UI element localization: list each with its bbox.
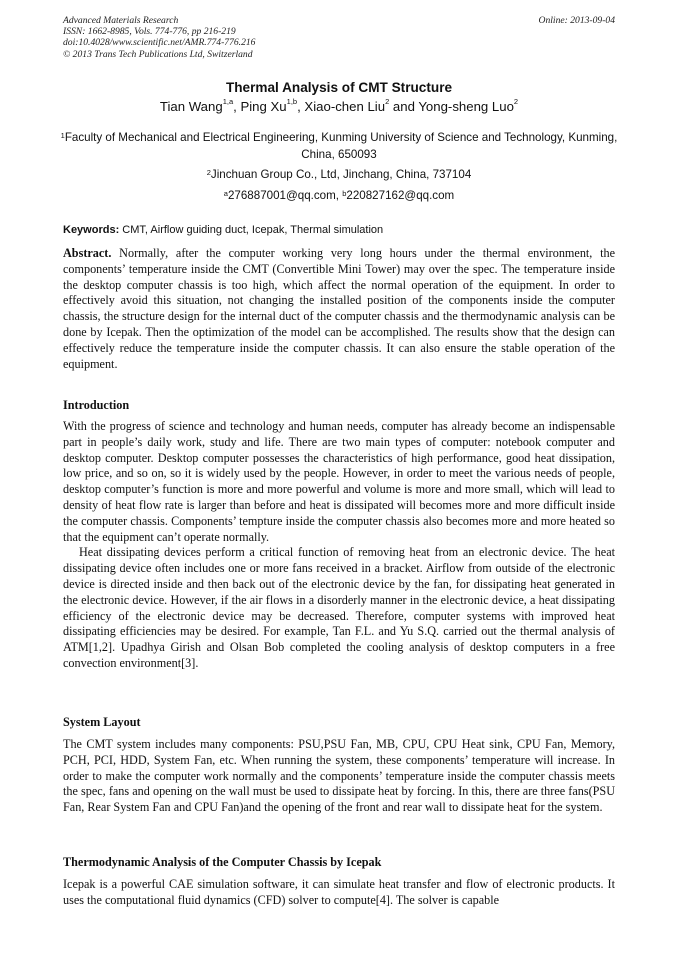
author-superscript: 1,a xyxy=(222,97,234,106)
abstract xyxy=(63,246,615,372)
author-separator: and xyxy=(389,99,419,114)
affiliation-superscript: 2 xyxy=(206,168,211,177)
journal-copyright: © 2013 Trans Tech Publications Ltd, Switzerland xyxy=(63,48,253,60)
author-superscript: 1,b xyxy=(286,97,298,106)
affiliation-text: Faculty of Mechanical and Electrical Engineering, Kunming University of Science and Technology, Kunming, China, 650093 xyxy=(64,131,618,161)
paragraph: The CMT system includes many components: PSU,PSU Fan, MB, CPU, CPU Heat sink, CPU Fan, Memory, PCH, PCI, HDD, System Fan, etc. When running the system, these components’ temperature will increase. In order to make the computer work normally and the components’ temperature inside the computer chassis meets the spec, fans and opening on the wall must be used to dissipate heat by forcing. In this, there are three fans(PSU Fan, Rear System Fan and CPU Fan)and the opening of the front and rear wall to dissipate heat for the system. xyxy=(63,737,615,815)
email-superscript: b xyxy=(342,189,347,198)
thermodynamic-body xyxy=(63,877,615,909)
abstract-text: Normally, after the computer working very long hours under the thermal environment, the components’ temperature inside the CMT (Convertible Mini Tower) may over the spec. The temperature inside the desktop computer chassis is too high, which affect the normal operation of the equipment. In order to effectively avoid this situation, not changing the installed position of the components inside the computer chassis, the structure design for the internal duct of the computer chassis and the thermodynamic analysis can be done by Icepak. Then the optimization of the model can be accomplished. The results show that the design can effectively reduce the temperature inside the computer chassis. It can also ensure the stable operation of the equipment. xyxy=(63,246,615,371)
email-b: 220827162@qq.com xyxy=(346,189,455,202)
affiliation-text: Jinchuan Group Co., Ltd, Jinchang, China, 737104 xyxy=(210,168,472,181)
introduction-body xyxy=(63,419,615,672)
author-superscript: 2 xyxy=(513,97,519,106)
author-name: Yong-sheng Luo xyxy=(418,99,514,114)
paragraph: With the progress of science and technology and human needs, computer has already become an indispensable part in people’s daily work, study and life. There are two main types of computer: notebook computer and desktop computer. Desktop computer possesses the characteristics of high performance, good heat dissipation, low price, and so on, so it is widely used by the people. However, in order to meet the various needs of people, desktop computer’s function is more and more powerful and volume is more and more small, which will lead to density of heat flow rate is larger than before and heat is dissipated will becomes more and more difficult inside the computer chassis. Components’ tempture inside the computer chassis also becomes more and more heated so that the equipment can’t operate normally. xyxy=(63,419,615,544)
journal-issn: ISSN: 1662-8985, Vols. 774-776, pp 216-219 xyxy=(63,26,236,38)
email-line xyxy=(60,188,618,205)
keywords-text: CMT, Airflow guiding duct, Icepak, Thermal simulation xyxy=(119,224,384,236)
keywords-line xyxy=(63,224,383,236)
affiliation-2 xyxy=(60,167,618,184)
online-date: Online: 2013-09-04 xyxy=(538,15,615,26)
section-heading-thermodynamic: Thermodynamic Analysis of the Computer Chassis by Icepak xyxy=(63,855,382,869)
author-name: Xiao-chen Liu xyxy=(304,99,386,114)
author-separator: , xyxy=(297,99,305,114)
author-superscript: 2 xyxy=(385,97,390,106)
email-superscript: a xyxy=(223,189,228,198)
paper-title: Thermal Analysis of CMT Structure xyxy=(225,80,453,95)
author-list xyxy=(0,99,678,114)
paragraph: Heat dissipating devices perform a critical function of removing heat from an electronic device. The heat dissipating device often includes one or more fans received in a bracket. Airflow from outside of the electronic device is directed inside and then back out of the electronic device by the fan, for dissipating heat generated in the electronic device. However, if the air flows in a disorderly manner in the electronic device, a heat dissipating efficiency of the electronic device may be decreased. Therefore, computer systems with improved heat dissipating efficiencies may be desired. For example, Tan F.L. and Yu S.Q. carried out the thermal analysis of ATM[1,2]. Upadhya Girish and Olsan Bob completed the cooling analysis of desktop computers in a free convection environment[3]. xyxy=(63,545,615,670)
affiliation-1 xyxy=(60,130,618,163)
journal-doi: doi:10.4028/www.scientific.net/AMR.774-776.216 xyxy=(63,37,256,49)
author-name: Ping Xu xyxy=(240,99,287,114)
email-a: 276887001@qq.com, xyxy=(227,189,343,202)
keywords-label: Keywords: xyxy=(63,224,120,236)
section-heading-introduction: Introduction xyxy=(63,398,130,412)
section-heading-system-layout: System Layout xyxy=(63,715,141,729)
abstract-label: Abstract. xyxy=(63,246,112,260)
system-layout-body xyxy=(63,737,615,816)
journal-header xyxy=(63,15,615,60)
paragraph: Icepak is a powerful CAE simulation software, it can simulate heat transfer and flow of electronic products. It uses the computational fluid dynamics (CFD) solver to compute[4]. The solver is capable xyxy=(63,877,615,907)
author-name: Tian Wang xyxy=(159,99,223,114)
affiliation-superscript: 1 xyxy=(60,131,65,140)
journal-name: Advanced Materials Research xyxy=(63,15,179,26)
author-separator: , xyxy=(233,99,241,114)
